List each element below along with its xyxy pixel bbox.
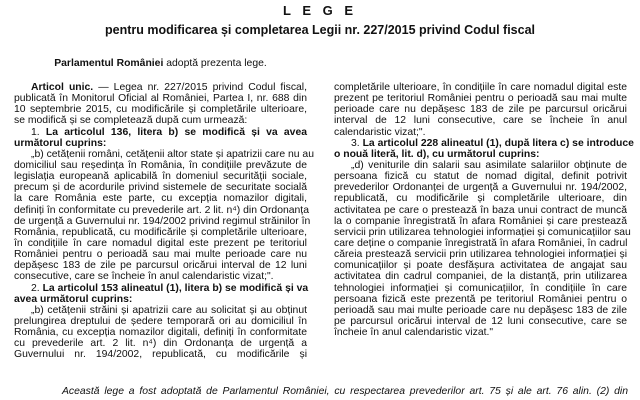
text-line	[14, 182, 307, 193]
text-line	[14, 171, 307, 182]
text: prezent pe teritoriul României pentru o perioadă sau mai multe	[334, 93, 627, 105]
text-line	[14, 327, 307, 338]
text-line	[334, 249, 627, 260]
text: — Legea nr. 227/2015 privind Codul fiscal,	[93, 82, 307, 93]
bold-text: următorul cuprins:	[14, 137, 107, 149]
text-line	[14, 160, 307, 171]
text: 3.	[351, 137, 363, 149]
text: la care România este parte, cu excepția nomazilor digitali,	[14, 193, 307, 205]
left-column	[14, 82, 314, 361]
text: la o companie înregistrată în afara României și care prestează	[334, 215, 627, 227]
text-line	[14, 305, 307, 316]
text: publicată în Monitorul Oficial al României, Partea I, nr. 688 din	[14, 93, 307, 105]
text-line	[334, 271, 627, 282]
text: consecutive, care se încheie în anul calendaristic vizat;".	[14, 271, 274, 283]
text-line	[14, 127, 307, 138]
text: în condițiile în care nomadul digital este prezent pe teritoriul	[14, 237, 307, 249]
text: perioadă sau mai multe perioade care nu depășesc 183 de zile	[334, 304, 627, 316]
text-line	[334, 205, 627, 216]
text-line	[334, 238, 627, 249]
text-line	[334, 182, 627, 193]
text-line	[14, 227, 307, 238]
text-line	[334, 260, 627, 271]
text: republicată, cu modificările și completările ulterioare, din	[334, 193, 627, 205]
text: prevederilor Ordonanței de urgență a Guvernului nr. 194/2002,	[334, 182, 627, 194]
text-line	[14, 271, 307, 282]
text: România, republicată, cu modificările și completările ulterioare,	[14, 226, 307, 238]
text-line	[14, 316, 307, 327]
text: persoana fizică este prezentă pe teritoriul României pentru o	[334, 293, 627, 305]
text: calendaristic vizat;".	[334, 126, 426, 138]
document-subtitle: pentru modificarea și completarea Legii nr. 227/2015 privind Codul fiscal	[104, 23, 535, 37]
text-line	[334, 327, 627, 338]
text: căreia prestează servicii prin utilizarea tehnologiei informației și	[334, 249, 627, 261]
text-line	[334, 93, 627, 104]
text-line	[334, 305, 627, 316]
text-line	[334, 82, 627, 93]
text-line	[14, 138, 307, 149]
text: de urgență a Guvernului nr. 194/2002 privind regimul străinilor în	[14, 215, 311, 227]
text-line	[334, 171, 627, 182]
text: prelungirea dreptului de ședere temporară ori au domiciliul în	[14, 315, 307, 327]
text: interval de 12 luni consecutive, care se încheie în anul	[334, 115, 627, 127]
bold-text: o nouă literă, lit. d), cu următorul cuprins:	[334, 148, 540, 160]
bold-text: La articolul 136, litera b) se modifică și va avea	[45, 126, 307, 138]
text: activitatea din cadrul companiei, de la distanță, prin utilizarea	[334, 271, 627, 283]
text-line	[334, 104, 627, 115]
text: cu prevederile art. 2 lit. n⁴) din Ordonanța de urgență a	[14, 338, 307, 350]
text: tehnologiei informației și comunicațiilor, în condițiile în care	[334, 282, 627, 294]
text-line	[14, 260, 307, 271]
text: legislația europeană aplicabilă în domeniul securității sociale,	[14, 171, 307, 183]
text-line	[334, 127, 627, 138]
text: depășesc 183 de zile pe parcursul oricărui interval de 12 luni	[14, 260, 307, 272]
text: încheie în anul calendaristic vizat."	[334, 327, 494, 339]
right-column	[334, 82, 634, 339]
text: României pentru o perioadă sau mai multe perioade care nu	[14, 249, 307, 261]
text-line	[14, 249, 307, 260]
text-line	[334, 226, 631, 238]
adoption-note: Această lege a fost adoptată de Parlamentul României, cu respectarea prevederilor art. 75 și ale art. 76 alin. (2) din	[62, 386, 628, 397]
text-line	[334, 115, 627, 126]
bold-text: Articol unic.	[31, 82, 94, 93]
bold-text: La articolul 153 alineatul (1), litera b) se modifică și va	[42, 282, 309, 294]
text-line	[14, 115, 307, 126]
text: 1.	[31, 126, 46, 138]
text-line	[334, 137, 634, 149]
text-line	[14, 193, 307, 204]
text-line	[334, 193, 627, 204]
bold-text: La articolul 228 alineatul (1), după litera c) se introduce	[362, 137, 634, 149]
enacting-clause-text: adoptă prezenta lege.	[163, 58, 267, 69]
text: se modifică și se completează după cum urmează:	[14, 115, 248, 127]
text-line	[14, 205, 307, 216]
text-line	[14, 238, 307, 249]
text: 2.	[31, 282, 43, 294]
text: care deține o companie înregistrată în afara României, în cadrul	[334, 237, 628, 249]
text-line	[334, 294, 627, 305]
text-line	[334, 216, 627, 227]
text: comunicațiilor și poate desfășura activitatea de angajat sau	[334, 260, 627, 272]
text: domiciliul sau reședința în România, în condițiile prevăzute de	[14, 159, 307, 171]
enacting-clause	[14, 58, 307, 69]
text-line	[14, 349, 307, 360]
text-line	[14, 82, 307, 93]
text-line	[334, 316, 627, 327]
text-line	[14, 215, 311, 227]
text-line	[14, 294, 307, 305]
text-line	[14, 104, 307, 115]
text: 10 septembrie 2015, cu modificările și completările ulterioare,	[14, 104, 307, 116]
text: „b) cetățenii străini și apatrizii care au solicitat și au obținut	[31, 304, 307, 316]
text: persoana fizică cu statut de nomad digital, definit potrivit	[334, 171, 627, 183]
text: servicii prin utilizarea tehnologiei informației și comunicațiilor sau	[334, 226, 631, 238]
text-line	[14, 338, 307, 349]
text: completările ulterioare, în condițiile în care nomadul digital este	[334, 82, 627, 93]
text-line	[14, 93, 307, 104]
text-line	[14, 283, 307, 294]
text: activitatea pe care o prestează în baza unui contract de muncă	[334, 204, 627, 216]
document-title: L E G E	[283, 3, 357, 18]
text: „d) veniturile din salarii sau asimilate salariilor obținute de	[351, 159, 627, 171]
text: precum și de acordurile privind sistemele de securitate socială	[14, 182, 307, 194]
text-line	[334, 283, 627, 294]
text: Guvernului nr. 194/2002, republicată, cu modificările și	[14, 349, 307, 361]
text: România, cu excepția nomazilor digitali, definiți în conformitate	[14, 327, 307, 339]
text-line	[334, 160, 627, 171]
text-line	[14, 148, 314, 160]
text: definiți în conformitate cu prevederile art. 2 lit. n⁴) din Ordonanța	[14, 204, 309, 216]
bold-text: avea următorul cuprins:	[14, 293, 133, 305]
text-line	[334, 149, 627, 160]
text: perioade care nu depășesc 183 de zile pe parcursul oricărui	[334, 104, 627, 116]
text: „b) cetățenii români, cetățenii altor state și apatrizii care nu au	[31, 148, 314, 160]
text: pe parcursul oricărui interval de 12 luni consecutive, care se	[334, 315, 627, 327]
enacting-clause-bold: Parlamentul României	[54, 58, 164, 69]
